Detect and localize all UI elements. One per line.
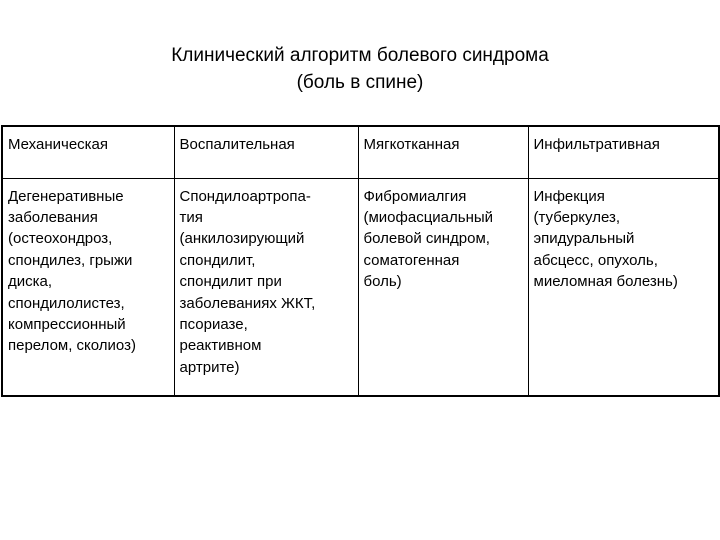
table-row: [2, 178, 719, 396]
cell-line: соматогенная: [363, 251, 460, 269]
pain-syndrome-table: [1, 125, 720, 397]
cell-line: спондилит при: [179, 273, 282, 291]
cell-line: болевой синдром,: [363, 230, 490, 248]
cell-line: (анкилозирующий: [179, 230, 305, 248]
cell-line: Фибромиалгия: [363, 187, 467, 205]
cell-line: боль): [363, 273, 402, 291]
cell-infiltrative: [528, 178, 719, 396]
cell-line: (миофасциальный: [363, 208, 494, 226]
cell-line: артрите): [179, 358, 240, 376]
cell-soft-tissue: [358, 178, 528, 396]
cell-line: Инфекция: [533, 187, 605, 205]
cell-line: диска,: [8, 273, 53, 291]
cell-line: (туберкулез,: [533, 208, 621, 226]
table-header-row: [2, 126, 719, 178]
cell-line: спондилез, грыжи: [8, 251, 133, 269]
cell-line: миеломная болезнь): [533, 273, 678, 291]
cell-line: реактивном: [179, 337, 262, 355]
cell-line: перелом, сколиоз): [8, 337, 136, 355]
cell-line: заболеваниях ЖКТ,: [179, 294, 316, 312]
cell-line: спондилит,: [179, 251, 256, 269]
title-line-2: (боль в спине): [296, 72, 424, 93]
cell-line: тия: [179, 208, 203, 226]
cell-inflammatory: [174, 178, 358, 396]
title-line-1: Клинический алгоритм болевого синдрома: [171, 45, 549, 66]
cell-mechanical: [2, 178, 174, 396]
cell-line: Спондилоартропа-: [179, 187, 311, 205]
slide-title: [0, 42, 720, 96]
cell-line: эпидуральный: [533, 230, 635, 248]
header-soft-tissue: Мягкотканная: [358, 126, 528, 178]
cell-line: Дегенеративные: [8, 187, 124, 205]
cell-line: (остеохондроз,: [8, 230, 113, 248]
cell-line: абсцесс, опухоль,: [533, 251, 658, 269]
cell-line: псориазе,: [179, 315, 248, 333]
header-mechanical: Механическая: [2, 126, 174, 178]
cell-line: заболевания: [8, 208, 98, 226]
cell-line: компрессионный: [8, 315, 126, 333]
header-inflammatory: Воспалительная: [174, 126, 358, 178]
cell-line: спондилолистез,: [8, 294, 125, 312]
header-infiltrative: Инфильтративная: [528, 126, 719, 178]
